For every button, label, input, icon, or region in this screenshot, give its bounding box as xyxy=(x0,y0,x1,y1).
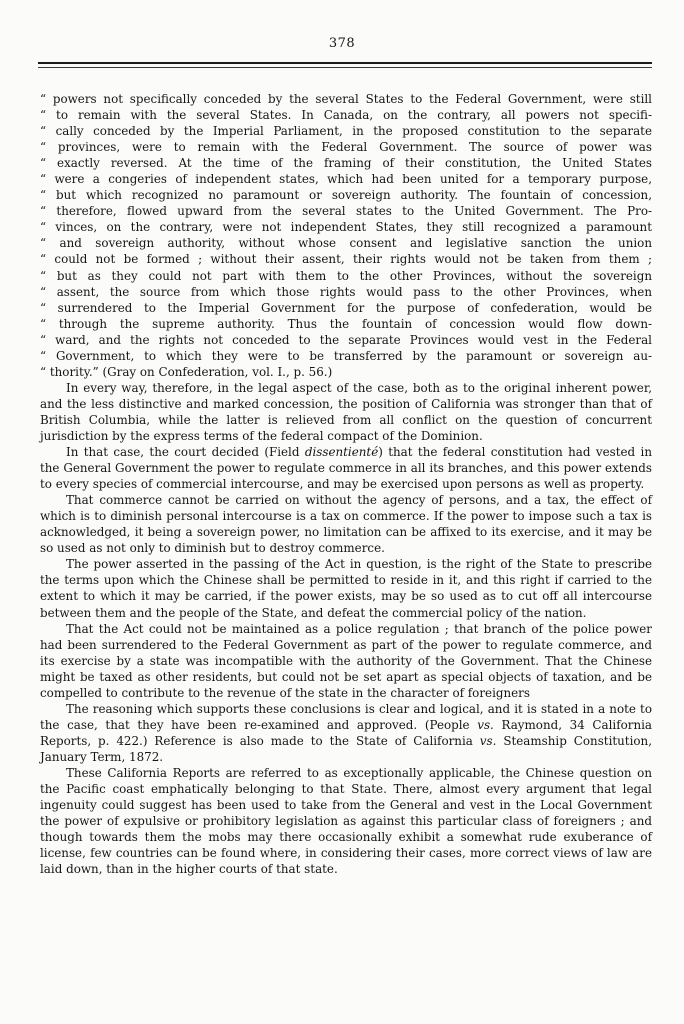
paragraph-text: Steamship Constitution, January Term, 1872. xyxy=(40,733,652,764)
paragraph-text: Raymond, 34 California Reports, p. 422.) Reference is also made to the State of California xyxy=(40,717,652,748)
italic-term: dissentienté xyxy=(304,445,379,460)
italic-term: vs. xyxy=(479,733,497,748)
quote-line: “ but which recognized no paramount or sovereign authority. The fountain of concession, xyxy=(40,188,652,203)
quote-line: “ provinces, were to remain with the Federal Government. The source of power was xyxy=(40,140,652,155)
quote-line: “ but as they could not part with them to the other Provinces, without the sovereign xyxy=(40,268,652,283)
page-number: 378 xyxy=(328,36,356,51)
paragraph: These California Reports are referred to as exceptionally applicable, the Chinese question on the Pacific coast emphatically belonging to that State. There, almost every argument that legal ingenuity could suggest has been used to take from the General and vest in the Local Government the power of expulsive or prohibitory legislation as against this particular class of foreigners ; and though towards them the mobs may there occasionally exhibit a somewhat rude exuberance of license, few countries can be found where, in considering their cases, more correct views of law are laid down, than in the higher courts of that state. xyxy=(40,765,652,877)
quote-line: “ ward, and the rights not conceded to the separate Provinces would vest in the Federal xyxy=(40,332,652,347)
header-rule-thin xyxy=(38,67,652,68)
paragraph xyxy=(40,701,652,765)
page-body xyxy=(40,91,652,877)
paragraph: The power asserted in the passing of the Act in question, is the right of the State to prescribe the terms upon which the Chinese shall be permitted to reside in it, and this right if carried to the extent to which it may be carried, if the power exists, may be so used as to cut off all intercourse between them and the people of the State, and defeat the commercial policy of the nation. xyxy=(40,557,652,620)
header-rule-thick xyxy=(38,62,652,64)
italic-term: vs. xyxy=(477,717,494,732)
quote-line: “ were a congeries of independent states, which had been united for a temporary purpose, xyxy=(40,172,652,187)
quote-line: “ could not be formed ; without their assent, their rights would not be taken from them ; xyxy=(40,252,652,267)
quote-line: “ through the supreme authority. Thus the fountain of concession would flow down- xyxy=(40,316,652,331)
quote-line: “ and sovereign authority, without whose consent and legislative sanction the union xyxy=(40,236,652,251)
quote-line: “ thority.” (Gray on Confederation, vol. I., p. 56.) xyxy=(40,364,333,379)
paragraph: That the Act could not be maintained as a police regulation ; that branch of the police power had been surrendered to the Federal Government as part of the power to regulate commerce, and its exercise by a state was incompatible with the authority of the Government. That the Chinese might be taxed as other residents, but could not be set apart as special objects of taxation, and be compelled to contribute to the revenue of the state in the character of foreigners xyxy=(40,621,652,700)
quote-line: “ exactly reversed. At the time of the framing of their constitution, the United States xyxy=(40,156,652,171)
paragraph-text: In that case, the court decided (Field xyxy=(66,445,305,460)
paragraph-text: ) that the federal constitution had vested in the General Government the power to regulate commerce in all its branches, and this power extends to every species of commercial intercourse, and may be exercised upon persons as well as property. xyxy=(40,445,652,492)
paragraph-text: The reasoning which supports these conclusions is clear and logical, and it is stated in a note to the case, that they have been re-examined and approved. (People xyxy=(40,701,652,732)
paragraph: In every way, therefore, in the legal aspect of the case, both as to the original inherent power, and the less distinctive and marked concession, the position of California was stronger than that of British Columbia, while the latter is relieved from all conflict on the question of concurrent jurisdiction by the express terms of the federal compact of the Dominion. xyxy=(40,380,652,443)
block-quotation xyxy=(40,91,652,380)
quote-line: “ Government, to which they were to be transferred by the paramount or sovereign au- xyxy=(40,348,652,363)
quote-line: “ assent, the source from which those rights would pass to the other Provinces, when xyxy=(40,284,652,299)
paragraph xyxy=(40,444,652,492)
quote-line: “ to remain with the several States. In Canada, on the contrary, all powers not specifi- xyxy=(40,108,652,123)
quote-line: “ cally conceded by the Imperial Parliament, in the proposed constitution to the separate xyxy=(40,124,652,139)
quote-line: “ therefore, flowed upward from the several states to the United Government. The Pro- xyxy=(40,204,652,219)
paragraph: That commerce cannot be carried on without the agency of persons, and a tax, the effect of which is to diminish personal intercourse is a tax on commerce. If the power to impose such a tax is acknowledged, it being a sovereign power, no limitation can be affixed to its exercise, and it may be so used as not only to diminish but to destroy commerce. xyxy=(40,493,652,556)
quote-line: “ vinces, on the contrary, were not independent States, they still recognized a paramount xyxy=(40,220,652,235)
quote-line: “ surrendered to the Imperial Government for the purpose of confederation, would be xyxy=(40,300,652,315)
quote-line: “ powers not specifically conceded by the several States to the Federal Government, were still xyxy=(40,92,652,106)
